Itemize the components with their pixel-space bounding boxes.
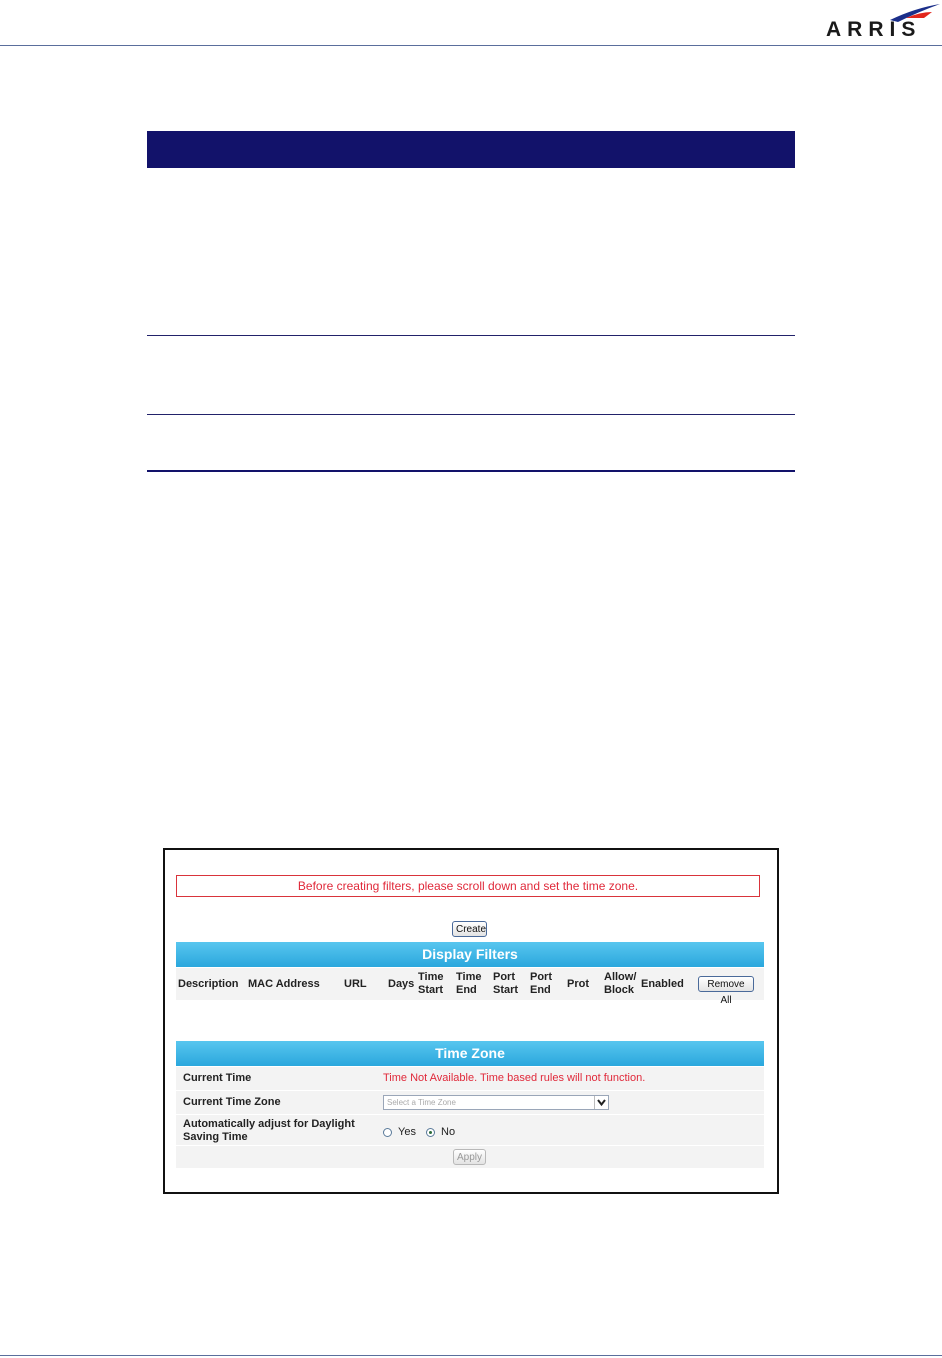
column-enabled: Enabled: [641, 978, 684, 990]
dst-yes-radio[interactable]: Yes: [383, 1126, 416, 1138]
column-mac-address: MAC Address: [248, 978, 320, 990]
column-port-end: Port End: [530, 971, 552, 996]
table-row: [147, 168, 795, 336]
parental-control-screenshot: [163, 848, 779, 1194]
time-zone-select-value: Select a Time Zone: [387, 1098, 456, 1107]
column-time-end: Time End: [456, 971, 482, 996]
current-time-value: Time Not Available. Time based rules will not function.: [383, 1072, 646, 1084]
logo-text: ARRIS: [826, 18, 922, 41]
radio-unselected-icon: [383, 1128, 392, 1137]
current-time-row: [176, 1067, 764, 1091]
document-table: [147, 131, 795, 472]
dst-no-radio[interactable]: No: [426, 1126, 455, 1138]
time-zone-select[interactable]: [383, 1095, 609, 1110]
time-zone-warning: Before creating filters, please scroll down and set the time zone.: [176, 875, 760, 897]
column-description: Description: [178, 978, 239, 990]
column-days: Days: [388, 978, 415, 990]
column-port-start: Port Start: [493, 971, 519, 996]
column-allow-block: Allow/ Block: [604, 971, 637, 996]
current-time-zone-row: [176, 1091, 764, 1115]
radio-selected-icon: [426, 1128, 435, 1137]
header-rule: [0, 45, 942, 46]
remove-all-button[interactable]: Remove All: [698, 976, 754, 992]
table-row: [147, 415, 795, 472]
table-header-bar: [147, 131, 795, 168]
display-filters-header: Display Filters: [176, 942, 764, 967]
create-button[interactable]: Create: [452, 921, 487, 937]
apply-button[interactable]: Apply: [453, 1149, 486, 1165]
arris-logo: [820, 2, 942, 42]
column-prot: Prot: [567, 978, 589, 990]
daylight-saving-label: Automatically adjust for Daylight Saving Time: [183, 1118, 355, 1143]
column-time-start: Time Start: [418, 971, 444, 996]
table-row: [147, 336, 795, 415]
time-zone-header: Time Zone: [176, 1041, 764, 1066]
filter-columns-header: [176, 968, 764, 1006]
column-url: URL: [344, 978, 367, 990]
current-time-zone-label: Current Time Zone: [183, 1096, 281, 1108]
current-time-label: Current Time: [183, 1072, 252, 1084]
footer-rule: [0, 1355, 942, 1356]
daylight-saving-row: [176, 1115, 764, 1146]
chevron-down-icon[interactable]: [594, 1096, 608, 1109]
